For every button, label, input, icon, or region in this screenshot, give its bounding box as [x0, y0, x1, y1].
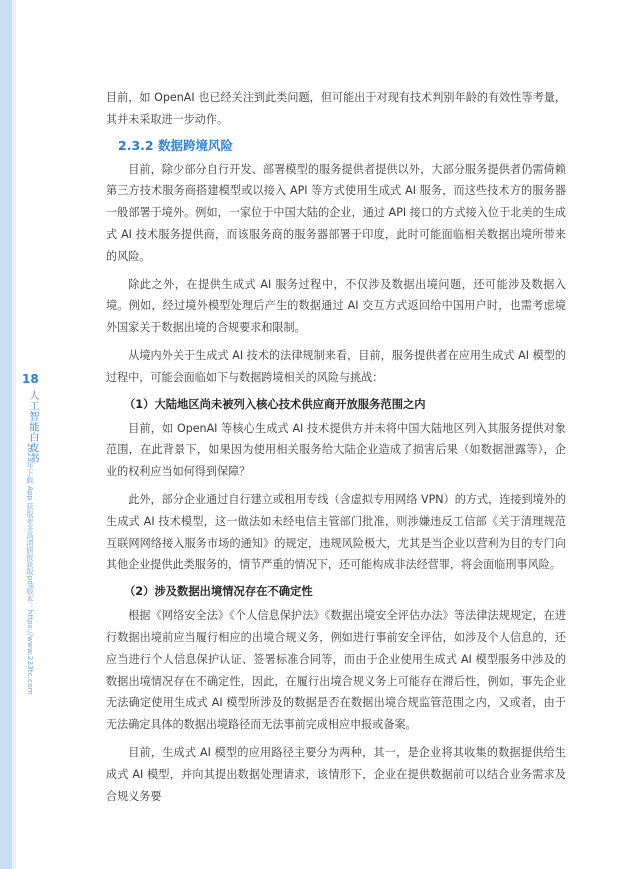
paragraph-risk-intro: 从境内外关于生成式 AI 技术的法律规制来看，目前，服务提供者在应用生成式 AI 模型的过程中，可能会面临如下与数据跨境相关的风险与挑战：: [106, 348, 566, 384]
paragraph-third-party-services: 目前，除少部分自行开发、部署模型的服务提供者提供以外，大部分服务提供者仍需倚赖第三方技术服务商搭建模型或以接入 API 等方式使用生成式 AI 服务，而这些技术方的服务器一般部署于境外。例如，一家位于中国大陆的企业，通过 API 接口的方式接入位于北美的生成式 AI 技术服务提供商，而该服务商的服务器部署于印度，此时可能面临相关数据出境所带来的风险。: [106, 162, 566, 263]
page-number: 18: [22, 372, 39, 386]
paragraph-openai-age: 目前，如 OpenAI 也已经关注到此类问题，但可能出于对现有技术判别年龄的有效性等考量，其并未采取进一步动作。: [106, 91, 566, 126]
section-heading-data-crossborder: 2.3.2 数据跨境风险: [118, 137, 233, 153]
book-title: 人工智能白皮书: [27, 390, 38, 464]
subheading-outbound-uncertainty: （2）涉及数据出境情况存在不确定性: [124, 585, 313, 599]
paragraph-data-inbound: 除此之外，在提供生成式 AI 服务过程中，不仅涉及数据出境问题，还可能涉及数据入境。例如，经过境外模型处理后产生的数据通过 AI 交互方式返回给中国用户时，也需考虑境外国家关于数据出境的合规要求和限制。: [106, 277, 566, 335]
paragraph-application-paths: 目前，生成式 AI 模型的应用路径主要分为两种，其一，是企业将其收集的数据提供给生成式 AI 模型，并向其提出数据处理请求，该情形下，企业在提供数据前可以结合业务需求及合规义务要: [106, 745, 566, 803]
paragraph-rights-protection: 目前，如 OpenAI 等核心生成式 AI 技术提供方并未将中国大陆地区列入其服务提供对象范围，在此背景下，如果因为使用相关服务给大陆企业造成了损害后果（如数据泄露等），企业的权利应当如何得到保障？: [106, 421, 566, 479]
side-color-strip: [0, 0, 12, 869]
paragraph-vpn-risk: 此外，部分企业通过自行建立或租用专线（含虚拟专用网络 VPN）的方式，连接到境外的生成式 AI 技术模型，这一做法如未经电信主管部门批准，则涉嫌违反工信部《关于清理规范互联网网络接入服务市场的通知》的规定，违规风险极大，尤其是当企业以营利为目的专门向其他企业提供此类服务的，情节严重的情况下，还可能构成非法经营罪，将会面临刑事风险。: [106, 492, 566, 572]
paragraph-compliance-obligations: 根据《网络安全法》《个人信息保护法》《数据出境安全评估办法》等法律法规规定，在进行数据出境前应当履行相应的出境合规义务，例如进行事前安全评估，如涉及个人信息的，还应当进行个人信息保护认证、签署标准合同等，而由于企业使用生成式 AI 模型服务中涉及的数据出境情况存在不确定性，因此，在履行出境合规义务上可能存在滞后性，例如，事先企业无法确定使用生成式 AI 模型所涉及的数据是否在数据出境合规监管范围之内，又或者，由于无法确定具体的数据出境路径而无法事前完成相应申报或备案。: [106, 609, 566, 732]
source-watermark-text: 2023年下载 App 获取更多高清研报获取pdf版本：https://www.233tc.com: [26, 443, 35, 695]
subheading-mainland-not-covered: （1）大陆地区尚未被列入核心技术供应商开放服务范围之内: [124, 397, 426, 411]
side-light-band: [12, 0, 16, 869]
page-body: [106, 87, 566, 813]
